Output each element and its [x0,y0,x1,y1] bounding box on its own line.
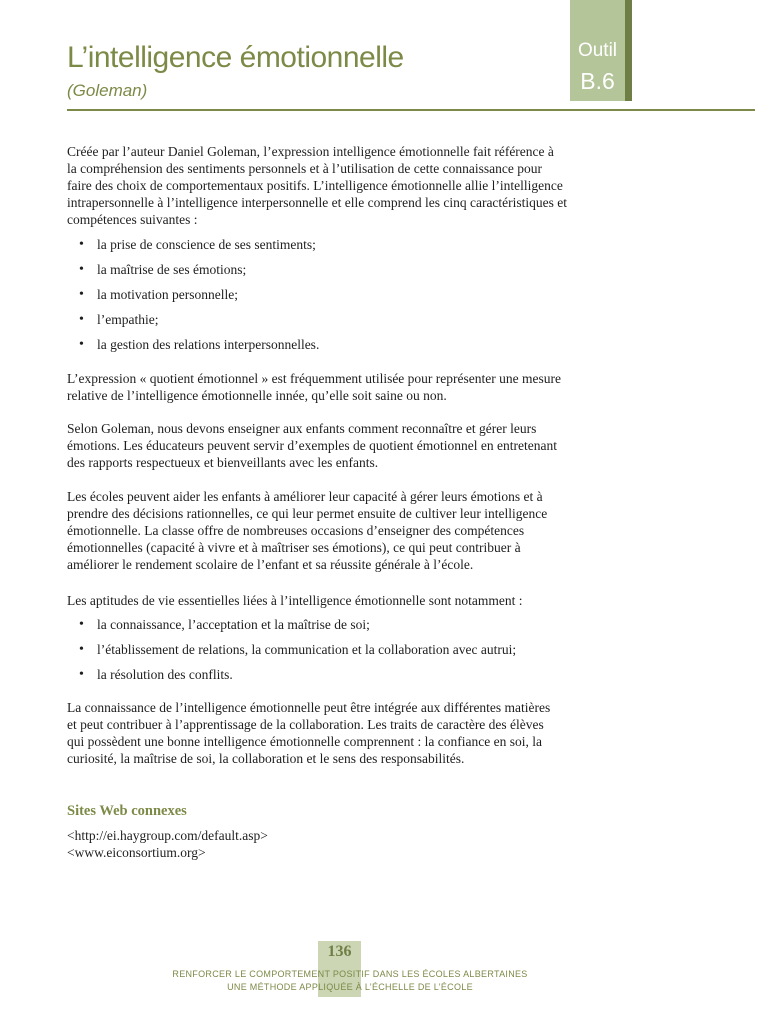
intro-line: la compréhension des sentiments personnels et à l’utilisation de cette connaissance pour [67,161,542,176]
closing-line: qui possèdent une bonne intelligence émotionnelle comprennent : la confiance en soi, la [67,734,542,749]
closing-line: et peut contribuer à l’apprentissage de la collaboration. Les traits de caractère des élèves [67,717,544,732]
tool-tab-accent-bar [625,0,632,101]
site-link[interactable]: <www.eiconsortium.org> [67,845,206,860]
related-sites-list [67,827,647,861]
intro-line: intrapersonnelle à l’intelligence interpersonnelle et elle comprend les cinq caractéristiques et [67,195,568,210]
page-subtitle: (Goleman) [67,81,148,100]
closing-paragraph [67,699,647,767]
traits-list [67,236,647,361]
intro-paragraph [67,143,647,228]
closing-line: La connaissance de l’intelligence émotionnelle peut être intégrée aux différentes matières [67,700,551,715]
list-item: • la connaissance, l’acceptation et la maîtrise de soi; [67,616,647,641]
schools-line: Les écoles peuvent aider les enfants à améliorer leur capacité à gérer leurs émotions et à [67,489,543,504]
list-item: • l’établissement de relations, la communication et la collaboration avec autrui; [67,641,647,666]
schools-paragraph [67,488,647,573]
list-item: • la maîtrise de ses émotions; [67,261,647,286]
goleman-paragraph [67,420,647,471]
list-item: • l’empathie; [67,311,647,336]
tool-tab-code: B.6 [580,68,615,94]
list-item: • la prise de conscience de ses sentiments; [67,236,647,261]
goleman-line: Selon Goleman, nous devons enseigner aux enfants comment reconnaître et gérer leurs [67,421,537,436]
intro-line: Créée par l’auteur Daniel Goleman, l’expression intelligence émotionnelle fait référence à [67,144,554,159]
schools-line: émotionnelles (capacité à vivre et à maîtriser ses émotions), ce qui peut contribuer à [67,540,521,555]
list-item: • la motivation personnelle; [67,286,647,311]
schools-line: améliorer le rendement scolaire de l’enfant et sa réussite générale à l’école. [67,557,474,572]
page-number: 136 [327,943,352,960]
schools-line: émotionnelle. La classe offre de nombreuses occasions d’enseigner des compétences [67,523,525,538]
tool-tab-word: Outil [577,40,618,61]
footer-subtitle: UNE MÉTHODE APPLIQUÉE À L’ÉCHELLE DE L’ÉCOLE [227,982,473,992]
site-link[interactable]: <http://ei.haygroup.com/default.asp> [67,828,268,843]
aptitudes-list [67,616,647,691]
goleman-line: des rapports respectueux et bienveillants avec les enfants. [67,455,379,470]
intro-line: faire des choix de comportementaux positifs. L’intelligence émotionnelle allie l’intelligence [67,178,563,193]
header-divider [67,109,755,111]
quotient-paragraph [67,370,647,404]
page-title: L’intelligence émotionnelle [67,41,404,74]
quotient-line: L’expression « quotient émotionnel » est fréquemment utilisée pour représenter une mesure [67,371,561,386]
footer-title: RENFORCER LE COMPORTEMENT POSITIF DANS LES ÉCOLES ALBERTAINES [172,969,528,979]
related-sites-heading: Sites Web connexes [67,803,187,819]
quotient-line: relative de l’intelligence émotionnelle innée, qu’elle soit saine ou non. [67,388,447,403]
intro-line: compétences suivantes : [67,212,198,227]
aptitudes-lead: Les aptitudes de vie essentielles liées à l’intelligence émotionnelle sont notamment : [67,593,523,608]
closing-line: curiosité, la maîtrise de soi, la collaboration et le sens des responsabilités. [67,751,465,766]
goleman-line: émotions. Les éducateurs peuvent servir d’exemples de quotient émotionnel en entretenant [67,438,557,453]
schools-line: prendre des décisions rationnelles, ce qui leur permet ensuite de cultiver leur intelligence [67,506,548,521]
list-item: • la résolution des conflits. [67,666,647,691]
list-item: • la gestion des relations interpersonnelles. [67,336,647,361]
